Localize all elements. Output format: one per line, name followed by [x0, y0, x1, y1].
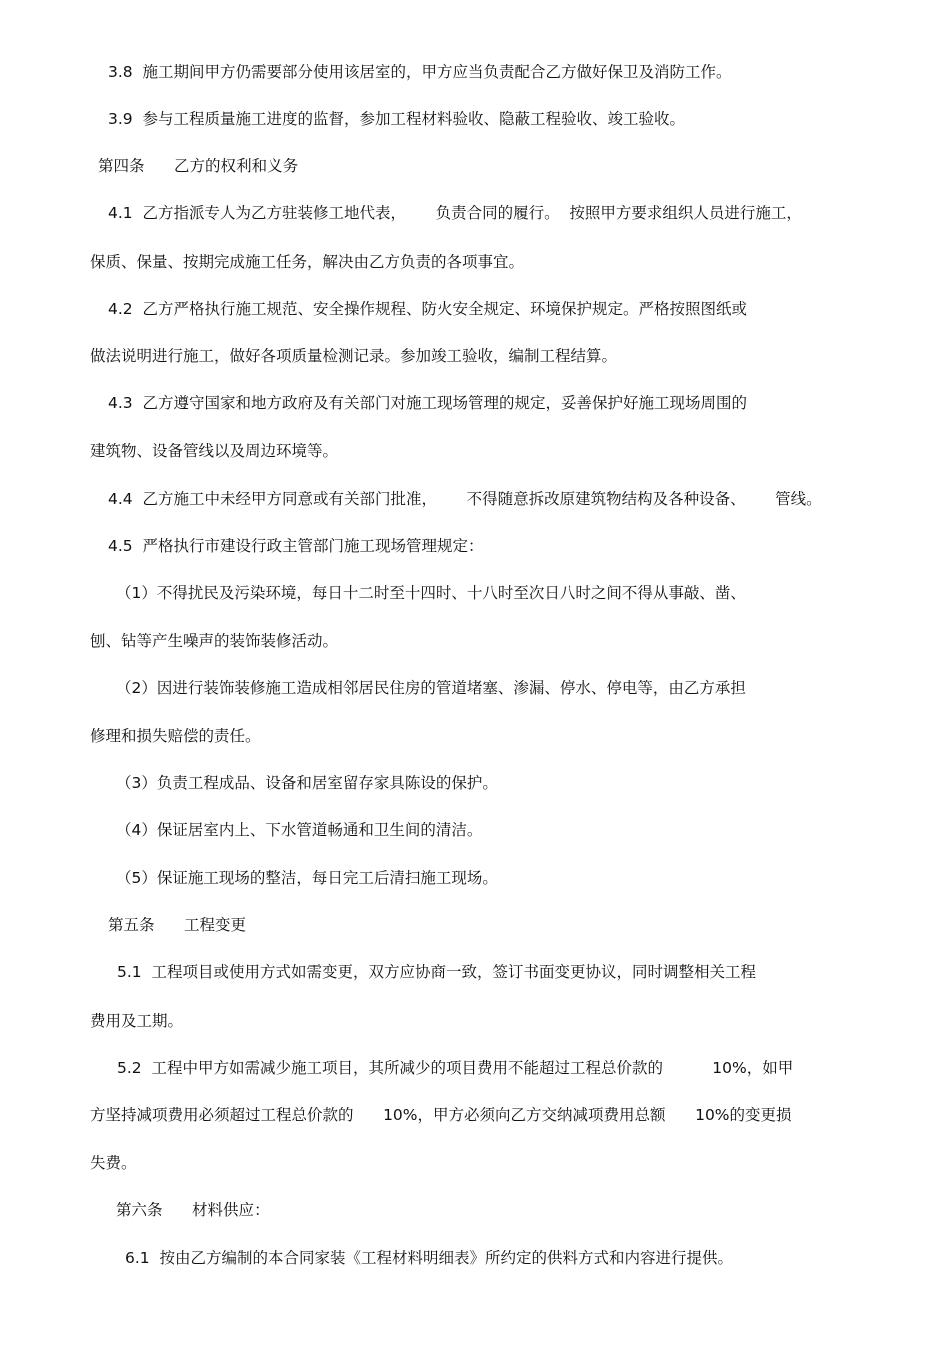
- item-1: （1）不得扰民及污染环境，每日十二时至十四时、十八时至次日八时之间不得从事敲、凿、: [116, 584, 746, 602]
- article-6-heading: 第六条 材料供应：: [116, 1201, 270, 1219]
- item-3: （3）负责工程成品、设备和居室留存家具陈设的保护。: [116, 774, 498, 792]
- clause-5-1: 5.1 工程项目或使用方式如需变更，双方应协商一致，签订书面变更协议，同时调整相关工程: [117, 963, 757, 981]
- article-5-heading: 第五条 工程变更: [108, 916, 247, 934]
- clause-3-8: 3.8 施工期间甲方仍需要部分使用该居室的，甲方应当负责配合乙方做好保卫及消防工作。: [108, 63, 732, 81]
- clause-4-1-cont: 保质、保量、按期完成施工任务，解决由乙方负责的各项事宜。: [90, 253, 525, 271]
- article-4-heading: 第四条 乙方的权利和义务: [98, 157, 299, 175]
- item-1-cont: 刨、钻等产生噪声的装饰装修活动。: [90, 632, 339, 650]
- clause-4-3-cont: 建筑物、设备管线以及周边环境等。: [90, 442, 339, 460]
- clause-4-2: 4.2 乙方严格执行施工规范、安全操作规程、防火安全规定、环境保护规定。严格按照图纸或: [108, 300, 748, 318]
- item-2-cont: 修理和损失赔偿的责任。: [90, 727, 261, 745]
- clause-4-1: 4.1 乙方指派专人为乙方驻装修工地代表， 负责合同的履行。 按照甲方要求组织人员进行施工，: [108, 204, 802, 222]
- clause-5-2-cont2: 失费。: [90, 1154, 137, 1172]
- item-2: （2）因进行装饰装修施工造成相邻居民住房的管道堵塞、渗漏、停水、停电等，由乙方承担: [116, 679, 746, 697]
- clause-4-3: 4.3 乙方遵守国家和地方政府及有关部门对施工现场管理的规定，妥善保护好施工现场周围的: [108, 394, 748, 412]
- clause-5-1-cont: 费用及工期。: [90, 1012, 184, 1030]
- clause-3-9: 3.9 参与工程质量施工进度的监督，参加工程材料验收、隐蔽工程验收、竣工验收。: [108, 110, 686, 128]
- clause-6-1: 6.1 按由乙方编制的本合同家装《工程材料明细表》所约定的供料方式和内容进行提供。: [125, 1249, 734, 1267]
- item-5: （5）保证施工现场的整洁，每日完工后清扫施工现场。: [116, 869, 498, 887]
- clause-4-4: 4.4 乙方施工中未经甲方同意或有关部门批准， 不得随意拆改原建筑物结构及各种设备、 管线。: [108, 490, 822, 508]
- clause-5-2-cont: 方坚持减项费用必须超过工程总价款的 10%，甲方必须向乙方交纳减项费用总额 10%的变更损: [90, 1106, 792, 1124]
- item-4: （4）保证居室内上、下水管道畅通和卫生间的清洁。: [116, 821, 483, 839]
- clause-5-2: 5.2 工程中甲方如需减少施工项目，其所减少的项目费用不能超过工程总价款的 10%，如甲: [117, 1059, 794, 1077]
- clause-4-5: 4.5 严格执行市建设行政主管部门施工现场管理规定：: [108, 537, 484, 555]
- clause-4-2-cont: 做法说明进行施工，做好各项质量检测记录。参加竣工验收，编制工程结算。: [90, 347, 618, 365]
